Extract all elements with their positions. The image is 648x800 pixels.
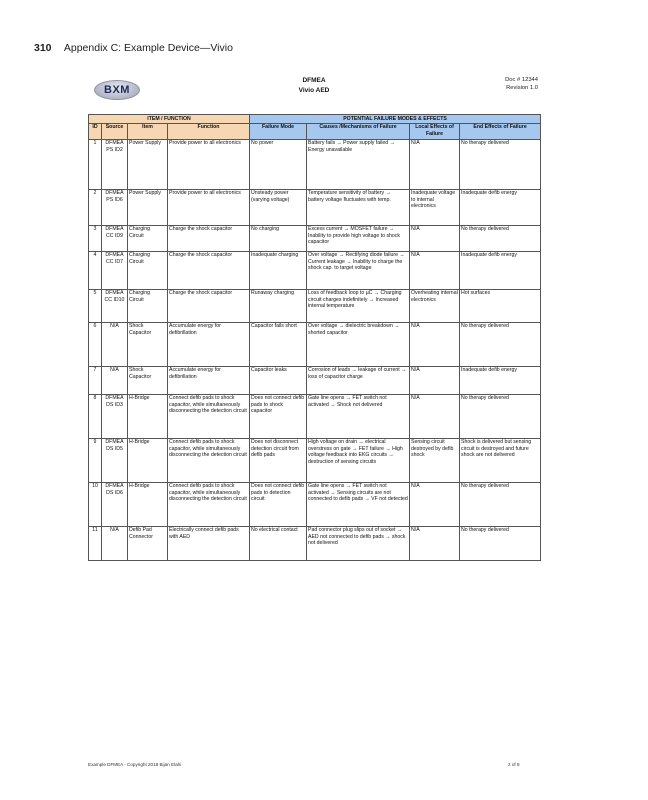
cell-item: Shock Capacitor	[128, 366, 168, 394]
cell-local-effects: N/A	[410, 366, 460, 394]
table-row	[89, 438, 541, 482]
cell-failure-mode: Does not connect defib pads to detection circuit	[250, 482, 307, 526]
cell-item: Shock Capacitor	[128, 322, 168, 366]
cell-end-effects: Inadequate defib energy	[460, 189, 541, 225]
cell-end-effects: No therapy delivered	[460, 322, 541, 366]
running-header-title: Appendix C: Example Device—Vivio	[63, 42, 233, 54]
cell-source: DFMEA CC ID10	[102, 289, 128, 322]
cell-local-effects: Inadequate voltage to internal electronics	[410, 189, 460, 225]
cell-causes: Gate line opens → FET switch not activated → Sensing circuits are not connected to defib pads → VF not detected	[307, 482, 410, 526]
table-row	[89, 139, 541, 189]
col-header-item: Item	[128, 123, 168, 139]
bxm-logo: BXM	[94, 80, 140, 100]
cell-failure-mode: No power	[250, 139, 307, 189]
col-header-id: ID	[89, 123, 102, 139]
dfmea-table	[88, 114, 541, 561]
doc-number: Doc # 12344	[505, 77, 538, 83]
cell-local-effects: Sensing circuit destroyed by defib shock	[410, 438, 460, 482]
cell-item: Charging Circuit	[128, 251, 168, 289]
col-header-causes: Causes /Mechanisms of Failure	[307, 123, 410, 139]
cell-failure-mode: Does not disconnect detection circuit from defib pads	[250, 438, 307, 482]
cell-function: Connect defib pads to shock capacitor, while simultaneously disconnecting the detection circuit	[168, 438, 250, 482]
cell-item: Charging Circuit	[128, 289, 168, 322]
cell-failure-mode: Inadequate charging	[250, 251, 307, 289]
footer-copyright: Example DFMEA - Copyright 2018 Bijan Elahi	[88, 762, 182, 767]
cell-function: Accumulate energy for defibrillation	[168, 366, 250, 394]
cell-item: Power Supply	[128, 139, 168, 189]
cell-local-effects: N/A	[410, 225, 460, 251]
cell-id: 7	[89, 366, 102, 394]
col-header-local-effects: Local Effects of Failure	[410, 123, 460, 139]
cell-source: DFMEA DS ID3	[102, 394, 128, 438]
page-number: 310	[34, 42, 52, 54]
cell-id: 9	[89, 438, 102, 482]
cell-failure-mode: No electrical contact	[250, 526, 307, 560]
cell-causes: Over voltage → Rectifying diode failure → Current leakage → Inability to charge the shock cap. to target voltage	[307, 251, 410, 289]
doc-title	[88, 76, 540, 96]
cell-causes: Pad connector plug slips out of socket → AED not connected to defib pads → shock not delivered	[307, 526, 410, 560]
cell-local-effects: N/A	[410, 482, 460, 526]
cell-source: N/A	[102, 526, 128, 560]
cell-end-effects: No therapy delivered	[460, 225, 541, 251]
cell-id: 4	[89, 251, 102, 289]
cell-causes: Over voltage → dielectric breakdown → shorted capacitor	[307, 322, 410, 366]
cell-function: Charge the shock capacitor	[168, 225, 250, 251]
cell-item: Charging Circuit	[128, 225, 168, 251]
group-header-item-function: ITEM / FUNCTION	[89, 115, 250, 124]
cell-failure-mode: Unsteady power (varying voltage)	[250, 189, 307, 225]
doc-meta	[505, 76, 538, 92]
cell-function: Provide power to all electronics	[168, 139, 250, 189]
doc-title-line1: DFMEA	[302, 77, 326, 84]
cell-causes: Loss of feedback loop to µC → Charging circuit charges indefinitely → Increased internal temperature	[307, 289, 410, 322]
cell-end-effects: No therapy delivered	[460, 394, 541, 438]
cell-item: Defib Pad Connector	[128, 526, 168, 560]
cell-local-effects: N/A	[410, 139, 460, 189]
cell-source: N/A	[102, 366, 128, 394]
table-row	[89, 482, 541, 526]
running-header	[34, 42, 233, 54]
cell-function: Provide power to all electronics	[168, 189, 250, 225]
cell-causes: Battery fails → Power supply failed → Energy unavailable	[307, 139, 410, 189]
cell-local-effects: Overheating internal electronics	[410, 289, 460, 322]
cell-item: H-Bridge	[128, 394, 168, 438]
cell-source: DFMEA CC ID7	[102, 251, 128, 289]
cell-source: DFMEA CC ID9	[102, 225, 128, 251]
cell-function: Connect defib pads to shock capacitor, while simultaneously disconnecting the detection circuit	[168, 482, 250, 526]
cell-id: 8	[89, 394, 102, 438]
cell-item: H-Bridge	[128, 482, 168, 526]
col-header-failure-mode: Failure Mode	[250, 123, 307, 139]
doc-title-line2: Vivio AED	[298, 87, 330, 94]
cell-source: DFMEA PS ID2	[102, 139, 128, 189]
cell-local-effects: N/A	[410, 322, 460, 366]
table-row	[89, 366, 541, 394]
cell-source: DFMEA PS ID6	[102, 189, 128, 225]
cell-item: Power Supply	[128, 189, 168, 225]
cell-local-effects: N/A	[410, 394, 460, 438]
cell-failure-mode: Does not connect defib pads to shock capacitor	[250, 394, 307, 438]
cell-function: Accumulate energy for defibrillation	[168, 322, 250, 366]
cell-id: 11	[89, 526, 102, 560]
table-row	[89, 322, 541, 366]
cell-id: 1	[89, 139, 102, 189]
cell-id: 6	[89, 322, 102, 366]
cell-id: 3	[89, 225, 102, 251]
cell-end-effects: No therapy delivered	[460, 526, 541, 560]
table-row	[89, 289, 541, 322]
cell-item: H-Bridge	[128, 438, 168, 482]
group-header-failure-modes: POTENTIAL FAILURE MODES & EFFECTS	[250, 115, 541, 124]
cell-failure-mode: Capacitor fails short	[250, 322, 307, 366]
cell-end-effects: No therapy delivered	[460, 139, 541, 189]
cell-end-effects: No therapy delivered	[460, 482, 541, 526]
col-header-source: Source	[102, 123, 128, 139]
cell-failure-mode: Capacitor leaks	[250, 366, 307, 394]
cell-failure-mode: Runaway charging	[250, 289, 307, 322]
cell-id: 5	[89, 289, 102, 322]
col-header-end-effects: End Effects of Failure	[460, 123, 541, 139]
col-header-function: Function	[168, 123, 250, 139]
cell-function: Charge the shock capacitor	[168, 289, 250, 322]
table-row	[89, 189, 541, 225]
cell-causes: Gate line opens → FET switch not activated → Shock not delivered	[307, 394, 410, 438]
table-row	[89, 251, 541, 289]
table-row	[89, 225, 541, 251]
cell-failure-mode: No charging	[250, 225, 307, 251]
table-row	[89, 526, 541, 560]
cell-causes: Temperature sensitivity of battery → battery voltage fluctuates with temp.	[307, 189, 410, 225]
cell-id: 2	[89, 189, 102, 225]
cell-source: DFMEA DS ID6	[102, 482, 128, 526]
cell-function: Electrically connect defib pads with AED	[168, 526, 250, 560]
table-row	[89, 394, 541, 438]
cell-local-effects: N/A	[410, 251, 460, 289]
cell-id: 10	[89, 482, 102, 526]
cell-end-effects: Inadequate defib energy	[460, 366, 541, 394]
cell-function: Charge the shock capacitor	[168, 251, 250, 289]
cell-function: Connect defib pads to shock capacitor, while simultaneously disconnecting the detection circuit	[168, 394, 250, 438]
cell-causes: Corrosion of leads → leakage of current → loss of capacitor charge	[307, 366, 410, 394]
cell-causes: Excess current → MOSFET failure → Inability to provide high voltage to shock capacitor	[307, 225, 410, 251]
cell-local-effects: N/A	[410, 526, 460, 560]
cell-end-effects: Shock is delivered but sensing circuit is destroyed and future shock are not delivered	[460, 438, 541, 482]
cell-source: DFMEA DS ID5	[102, 438, 128, 482]
cell-source: N/A	[102, 322, 128, 366]
doc-revision: Revision 1.0	[506, 85, 538, 91]
cell-causes: High voltage on drain → electrical overstress on gate → FET failure → High voltage feedback into EKG circuits → destruction of sensing circuits	[307, 438, 410, 482]
footer-page-count: 2 of 8	[508, 762, 520, 767]
cell-end-effects: Inadequate defib energy	[460, 251, 541, 289]
cell-end-effects: Hot surfaces	[460, 289, 541, 322]
